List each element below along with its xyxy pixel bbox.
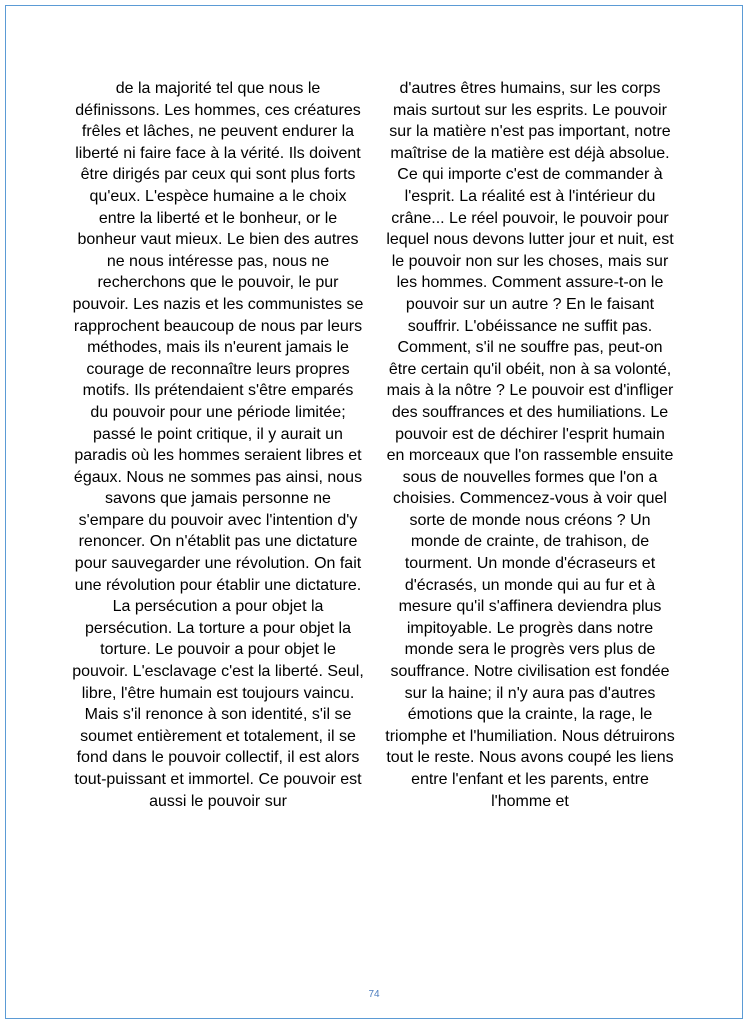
page-footer <box>0 984 748 1002</box>
text-column-left: de la majorité tel que nous le définissons. Les hommes, ces créatures frêles et lâches, ne peuvent endurer la liberté ni faire face à la vérité. Ils doivent être dirigés par ceux qui sont plus forts qu'eux. L'espèce humaine a le choix entre la liberté et le bonheur, or le bonheur vaut mieux. Le bien des autres ne nous intéresse pas, nous ne recherchons que le pouvoir, le pur pouvoir. Les nazis et les communistes se rapprochent beaucoup de nous par leurs méthodes, mais ils n'eurent jamais le courage de reconnaître leurs propres motifs. Ils prétendaient s'être emparés du pouvoir pour une période limitée; passé le point critique, il y aurait un paradis où les hommes seraient libres et égaux. Nous ne sommes pas ainsi, nous savons que jamais personne ne s'empare du pouvoir avec l'intention d'y renoncer. On n'établit pas une dictature pour sauvegarder une révolution. On fait une révolution pour établir une dictature. La persécution a pour objet la persécution. La torture a pour objet la torture. Le pouvoir a pour objet le pouvoir. L'esclavage c'est la liberté. Seul, libre, l'être humain est toujours vaincu. Mais s'il renonce à son identité, s'il se soumet entièrement et totalement, il se fond dans le pouvoir collectif, il est alors tout-puissant et immortel. Ce pouvoir est aussi le pouvoir sur <box>72 80 364 810</box>
page-number: 74 <box>368 989 380 1000</box>
text-column-right: d'autres êtres humains, sur les corps mais surtout sur les esprits. Le pouvoir sur la matière n'est pas important, notre maîtrise de la matière est déjà absolue. Ce qui importe c'est de commander à l'esprit. La réalité est à l'intérieur du crâne... Le réel pouvoir, le pouvoir pour lequel nous devons lutter jour et nuit, est le pouvoir non sur les choses, mais sur les hommes. Comment assure-t-on le pouvoir sur un autre ? En le faisant souffrir. L'obéissance ne suffit pas. Comment, s'il ne souffre pas, peut-on être certain qu'il obéit, non à sa volonté, mais à la nôtre ? Le pouvoir est d'infliger des souffrances et des humiliations. Le pouvoir est de déchirer l'esprit humain en morceaux que l'on rassemble ensuite sous de nouvelles formes que l'on a choisies. Commencez-vous à voir quel sorte de monde nous créons ? Un monde de crainte, de trahison, de tourment. Un monde d'écraseurs et d'écrasés, un monde qui au fur et à mesure qu'il s'affinera deviendra plus impitoyable. Le progrès dans notre monde sera le progrès vers plus de souffrance. Notre civilisation est fondée sur la haine; il n'y aura pas d'autres émotions que la crainte, la rage, le triomphe et l'humiliation. Nous détruirons tout le reste. Nous avons coupé les liens entre l'enfant et les parents, entre l'homme et <box>385 80 675 810</box>
